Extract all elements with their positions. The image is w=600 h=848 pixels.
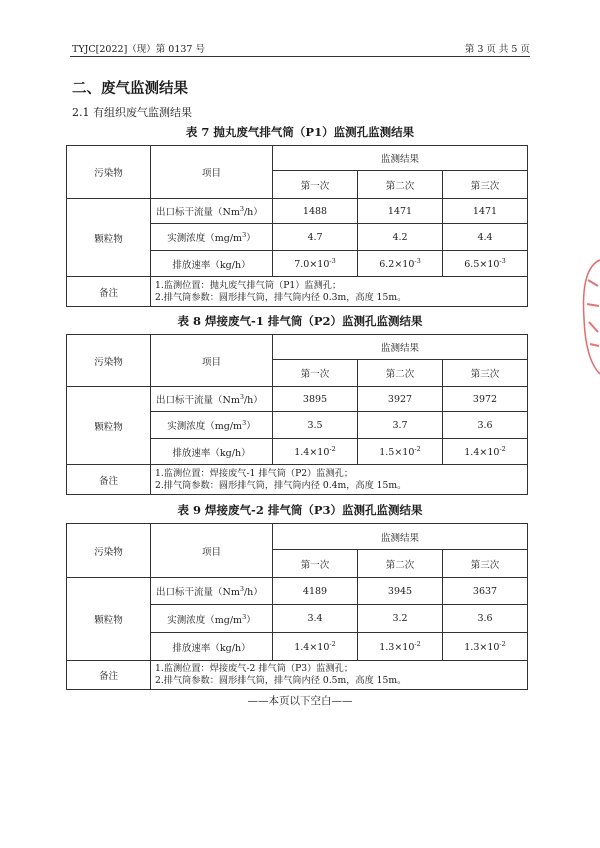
pollutant-name: 颗粒物 [67, 578, 151, 661]
flow-value: 1471 [358, 199, 443, 224]
result-header: 监测结果 [273, 146, 528, 171]
run-2-header: 第二次 [358, 360, 443, 387]
pollutant-header: 污染物 [67, 335, 151, 387]
item-header: 项目 [151, 524, 273, 578]
blank-below-marker: ——本页以下空白—— [247, 695, 353, 707]
rate-value: $1.3\times 10^{-2}$ [358, 633, 443, 661]
run-3-header: 第三次 [443, 360, 528, 387]
note-label: 备注 [67, 465, 151, 495]
flow-value: 3637 [443, 578, 528, 605]
rate-value: $1.4\times 10^{-2}$ [443, 439, 528, 465]
rate-value: $1.4\times 10^{-2}$ [273, 439, 358, 465]
note-line: 1.监测位置：焊接废气-2 排气筒（P3）监测孔； [155, 663, 354, 674]
rate-value: $1.5\times 10^{-2}$ [358, 439, 443, 465]
subsection-title: 2.1 有组织废气监测结果 [72, 106, 192, 119]
flow-value: 4189 [273, 578, 358, 605]
flow-value: 3927 [358, 387, 443, 412]
pollutant-name: 颗粒物 [67, 199, 151, 277]
conc-label: 实测浓度$(mg/m^3)$ [151, 224, 273, 251]
pollutant-header: 污染物 [67, 146, 151, 199]
note-line: 1.监测位置：焊接废气-1 排气筒（P2）监测孔； [155, 467, 354, 479]
run-3-header: 第三次 [443, 171, 528, 199]
note-text [151, 277, 528, 307]
table-9-caption: 表 9 焊接废气-2 排气筒（P3）监测孔监测结果 [177, 503, 423, 517]
flow-value: 1471 [443, 199, 528, 224]
item-header: 项目 [151, 335, 273, 387]
run-2-header: 第二次 [358, 171, 443, 199]
note-line: 2.排气筒参数：圆形排气筒，排气筒内径 0.5m，高度 15m。 [155, 675, 407, 686]
rate-value: $6.2\times 10^{-3}$ [358, 251, 443, 277]
result-header: 监测结果 [273, 524, 528, 550]
conc-value: 3.2 [358, 605, 443, 633]
flow-label: 出口标干流量（Nm$^3$/h） [151, 578, 273, 605]
conc-value: 3.6 [443, 605, 528, 633]
table-7 [66, 145, 528, 307]
pollutant-header: 污染物 [67, 524, 151, 578]
rate-value: $6.5\times 10^{-3}$ [443, 251, 528, 277]
rate-label: 排放速率（kg/h） [151, 633, 273, 661]
flow-value: 1488 [273, 199, 358, 224]
note-label: 备注 [67, 661, 151, 690]
conc-value: 3.6 [443, 412, 528, 439]
note-label: 备注 [67, 277, 151, 307]
conc-value: 3.5 [273, 412, 358, 439]
table-8 [66, 334, 528, 495]
doc-number: TYJC[2022]（现）第 0137 号 [72, 44, 205, 55]
result-header: 监测结果 [273, 335, 528, 360]
section-title: 二、废气监测结果 [72, 81, 188, 97]
conc-label: 实测浓度$(mg/m^3)$ [151, 605, 273, 633]
seal-stamp-fragment [576, 258, 600, 376]
pollutant-name: 颗粒物 [67, 387, 151, 465]
flow-value: 3895 [273, 387, 358, 412]
note-text [151, 661, 528, 690]
rate-value: $1.3\times 10^{-2}$ [443, 633, 528, 661]
rate-value: $7.0\times 10^{-3}$ [273, 251, 358, 277]
conc-value: 3.4 [273, 605, 358, 633]
flow-label: 出口标干流量（Nm$^3$/h） [151, 199, 273, 224]
rate-label: 排放速率（kg/h） [151, 251, 273, 277]
note-line: 2.排气筒参数：圆形排气筒，排气筒内径 0.3m，高度 15m。 [155, 291, 407, 303]
flow-value: 3972 [443, 387, 528, 412]
conc-label: 实测浓度$(mg/m^3)$ [151, 412, 273, 439]
run-3-header: 第三次 [443, 550, 528, 578]
run-1-header: 第一次 [273, 171, 358, 199]
conc-value: 4.2 [358, 224, 443, 251]
note-line: 1.监测位置：抛丸废气排气筒（P1）监测孔； [155, 279, 342, 291]
table-7-caption: 表 7 抛丸废气排气筒（P1）监测孔监测结果 [185, 125, 415, 139]
run-2-header: 第二次 [358, 550, 443, 578]
rate-label: 排放速率（kg/h） [151, 439, 273, 465]
flow-value: 3945 [358, 578, 443, 605]
run-1-header: 第一次 [273, 360, 358, 387]
item-header: 项目 [151, 146, 273, 199]
header-divider [70, 56, 530, 57]
run-1-header: 第一次 [273, 550, 358, 578]
conc-value: 3.7 [358, 412, 443, 439]
rate-value: $1.4\times 10^{-2}$ [273, 633, 358, 661]
conc-value: 4.4 [443, 224, 528, 251]
page-info: 第 3 页 共 5 页 [464, 44, 530, 55]
table-8-caption: 表 8 焊接废气-1 排气筒（P2）监测孔监测结果 [177, 314, 423, 328]
note-text [151, 465, 528, 495]
conc-value: 4.7 [273, 224, 358, 251]
note-line: 2.排气筒参数：圆形排气筒，排气筒内径 0.4m，高度 15m。 [155, 479, 407, 491]
flow-label: 出口标干流量（Nm$^3$/h） [151, 387, 273, 412]
table-9 [66, 523, 528, 690]
